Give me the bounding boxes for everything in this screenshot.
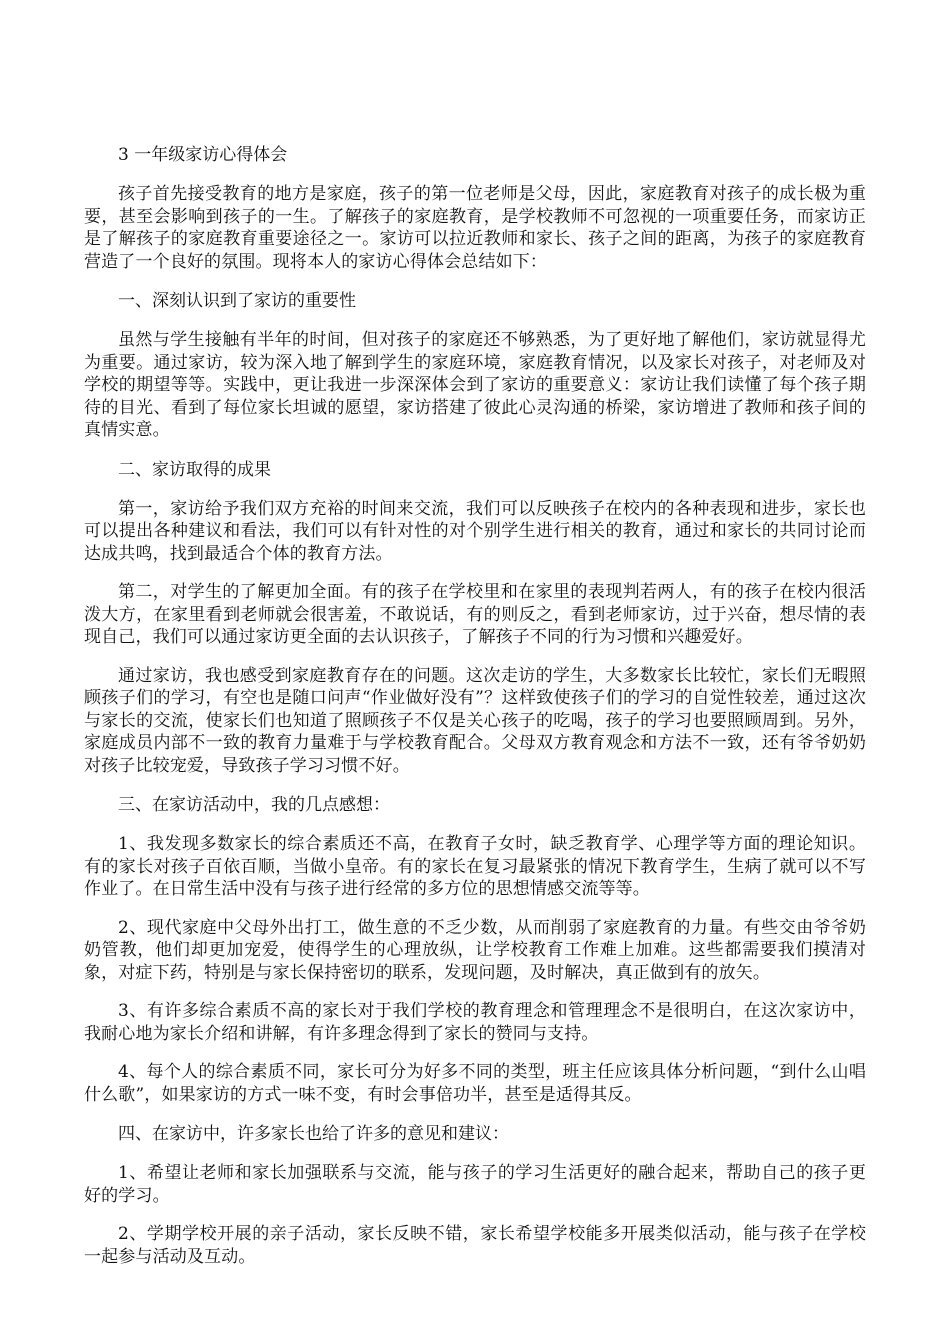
- section-3-heading: 三、在家访活动中，我的几点感想：: [118, 795, 390, 815]
- section-3-paragraph-2: 2、现代家庭中父母外出打工，做生意的不乏少数，从而削弱了家庭教育的力量。有些交由爷爷奶奶管教，他们却更加宠爱，使得学生的心理放纵，让学校教育工作难上加难。这些都需要我们摸清对象，对症下药，特别是与家长保持密切的联系，发现问题，及时解决，真正做到有的放矢。: [84, 917, 866, 983]
- document-title: 3 一年级家访心得体会: [118, 145, 288, 165]
- section-1-heading: 一、深刻认识到了家访的重要性: [118, 291, 356, 311]
- section-3-paragraph-1: 1、我发现多数家长的综合素质还不高，在教育子女时，缺乏教育学、心理学等方面的理论知识。有的家长对孩子百依百顺，当做小皇帝。有的家长在复习最紧张的情况下教育学生，生病了就可以不写作业了。在日常生活中没有与孩子进行经常的多方位的思想情感交流等等。: [84, 834, 866, 899]
- document-page: [84, 143, 866, 1284]
- section-2-paragraph-3: 通过家访，我也感受到家庭教育存在的问题。这次走访的学生，大多数家长比较忙，家长们无暇照顾孩子们的学习，有空也是随口问声“作业做好没有”？这样致使孩子们的学习的自觉性较差，通过这次与家长的交流，使家长们也知道了照顾孩子不仅是关心孩子的吃喝，孩子的学习也要照顾周到。另外，家庭成员内部不一致的教育力量难于与学校教育配合。父母双方教育观念和方法不一致，还有爷爷奶奶对孩子比较宠爱，导致孩子学习习惯不好。: [84, 665, 866, 776]
- section-2-heading: 二、家访取得的成果: [118, 459, 271, 480]
- section-3-paragraph-4: 4、每个人的综合素质不同，家长可分为好多不同的类型，班主任应该具体分析问题，“到什么山唱什么歌”，如果家访的方式一味不变，有时会事倍功半，甚至是适得其反。: [84, 1062, 866, 1105]
- section-2-paragraph-1: 第一，家访给予我们双方充裕的时间来交流，我们可以反映孩子在校内的各种表现和进步，家长也可以提出各种建议和看法，我们可以有针对性的对个别学生进行相关的教育，通过和家长的共同讨论而达成共鸣，找到最适合个体的教育方法。: [84, 498, 866, 564]
- intro-paragraph: 孩子首先接受教育的地方是家庭，孩子的第一位老师是父母，因此，家庭教育对孩子的成长极为重要，甚至会影响到孩子的一生。了解孩子的家庭教育，是学校教师不可忽视的一项重要任务，而家访正是了解孩子的家庭教育重要途径之一。家访可以拉近教师和家长、孩子之间的距离，为孩子的家庭教育营造了一个良好的氛围。现将本人的家访心得体会总结如下：: [84, 184, 866, 272]
- section-1-paragraph-1: 虽然与学生接触有半年的时间，但对孩子的家庭还不够熟悉，为了更好地了解他们，家访就显得尤为重要。通过家访，较为深入地了解到学生的家庭环境，家庭教育情况，以及家长对孩子，对老师及对学校的期望等等。实践中，更让我进一步深深体会到了家访的重要意义：家访让我们读懂了每个孩子期待的目光、看到了每位家长坦诚的愿望，家访搭建了彼此心灵沟通的桥梁，家访增进了教师和孩子间的真情实意。: [84, 330, 866, 440]
- section-4-paragraph-2: 2、学期学校开展的亲子活动，家长反映不错，家长希望学校能多开展类似活动，能与孩子在学校一起参与活动及互动。: [84, 1224, 866, 1267]
- section-4-heading: 四、在家访中，许多家长也给了许多的意见和建议：: [118, 1124, 509, 1144]
- section-4-paragraph-1: 1、希望让老师和家长加强联系与交流，能与孩子的学习生活更好的融合起来，帮助自己的孩子更好的学习。: [84, 1163, 866, 1206]
- section-3-paragraph-3: 3、有许多综合素质不高的家长对于我们学校的教育理念和管理理念不是很明白，在这次家访中，我耐心地为家长介绍和讲解，有许多理念得到了家长的赞同与支持。: [84, 1001, 866, 1044]
- section-2-paragraph-2: 第二，对学生的了解更加全面。有的孩子在学校里和在家里的表现判若两人，有的孩子在校内很活泼大方，在家里看到老师就会很害羞，不敢说话，有的则反之，看到老师家访，过于兴奋，想尽情的表现自己，我们可以通过家访更全面的去认识孩子，了解孩子不同的行为习惯和兴趣爱好。: [84, 582, 866, 647]
